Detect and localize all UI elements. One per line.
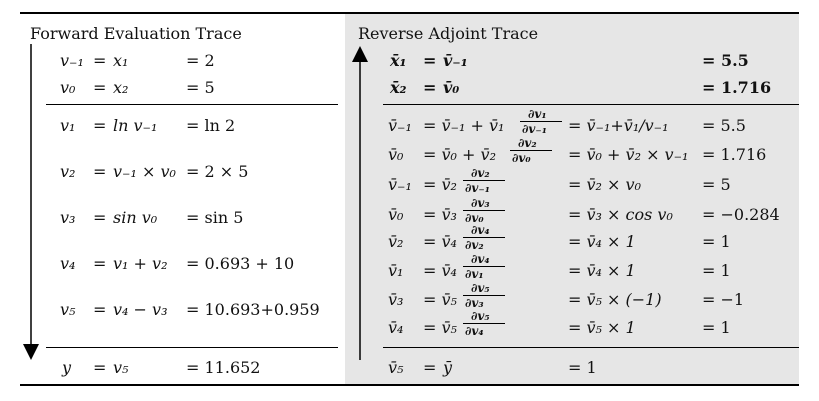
rev-step-calc: = v̄₂ × v₀ [568, 175, 641, 194]
rev-step-val: = 1 [702, 232, 731, 251]
fwd-step-val: = sin 5 [186, 208, 244, 227]
rev-step-partial-denominator: ∂v₂ [465, 238, 484, 252]
fwd-input-op: = [93, 51, 107, 70]
rev-step-lhs: v̄₀ [388, 205, 404, 224]
rev-step-val: = −0.284 [702, 205, 780, 224]
rev-seed-expr: ȳ [443, 358, 453, 377]
fwd-step-val: = ln 2 [186, 116, 236, 135]
fwd-output-expr: v₅ [113, 358, 129, 377]
rev-result-op: = [423, 51, 437, 70]
rev-seed-var: v̄₅ [388, 358, 404, 377]
fwd-step-var: v₃ [60, 208, 76, 227]
rev-step-def: = v̄₃ [423, 205, 457, 224]
reverse-title: Reverse Adjoint Trace [358, 24, 539, 43]
forward-arrow-icon [20, 44, 42, 364]
fwd-input-expr: x₂ [113, 78, 129, 97]
rev-step-partial-denominator: ∂v₄ [465, 324, 484, 338]
fwd-step-val: = 2 × 5 [186, 162, 249, 181]
rev-step-def: = v̄₋₁ + v̄₁ [423, 116, 505, 135]
forward-rule-1 [46, 104, 338, 105]
rev-step-calc: = v̄₄ × 1 [568, 232, 636, 251]
rev-step-partial-numerator: ∂v₁ [528, 107, 547, 121]
rev-step-calc: = v̄₅ × (−1) [568, 290, 662, 309]
fwd-input-val: = 5 [186, 78, 215, 97]
rev-step-def: = v̄₅ [423, 290, 457, 309]
rev-step-partial-denominator: ∂v₁ [465, 267, 484, 281]
fwd-output-var: y [62, 358, 72, 377]
rev-result-expr: v̄₀ [443, 78, 460, 97]
rev-step-calc: = v̄₃ × cos v₀ [568, 205, 673, 224]
rev-step-val: = 5 [702, 175, 731, 194]
fwd-step-expr: v₄ − v₃ [113, 300, 168, 319]
rev-step-val: = 1 [702, 318, 731, 337]
fwd-input-op: = [93, 78, 107, 97]
rev-step-partial-denominator: ∂v₀ [465, 211, 484, 225]
fwd-step-var: v₄ [60, 254, 76, 273]
rev-step-partial-numerator: ∂v₂ [518, 136, 537, 150]
fwd-input-val: = 2 [186, 51, 215, 70]
fwd-step-op: = [93, 208, 107, 227]
bottom-rule [20, 384, 799, 386]
rev-result-val: = 1.716 [702, 78, 772, 97]
rev-step-val: = 5.5 [702, 116, 746, 135]
rev-step-val: = 1.716 [702, 145, 767, 164]
fwd-step-expr: sin v₀ [113, 208, 158, 227]
rev-step-partial-denominator: ∂v₀ [512, 151, 531, 165]
rev-result-var: x̄₂ [390, 78, 407, 97]
rev-step-partial-denominator: ∂v₋₁ [465, 181, 490, 195]
forward-title: Forward Evaluation Trace [30, 24, 242, 43]
rev-step-val: = 1 [702, 261, 731, 280]
fwd-input-var: v₋₁ [60, 51, 84, 70]
fwd-step-expr: ln v₋₁ [113, 116, 158, 135]
rev-step-partial-numerator: ∂v₅ [471, 281, 490, 295]
rev-step-partial-numerator: ∂v₂ [471, 166, 490, 180]
rev-seed-op: = [423, 358, 437, 377]
fwd-output-val: = 11.652 [186, 358, 261, 377]
fwd-step-op: = [93, 162, 107, 181]
rev-step-lhs: v̄₋₁ [388, 116, 412, 135]
rev-step-calc: = v̄₄ × 1 [568, 261, 636, 280]
rev-step-lhs: v̄₋₁ [388, 175, 412, 194]
rev-step-def: = v̄₅ [423, 318, 457, 337]
rev-step-calc: = v̄₀ + v̄₂ × v₋₁ [568, 145, 689, 164]
reverse-rule-2 [383, 347, 799, 348]
rev-result-var: x̄₁ [390, 51, 407, 70]
rev-step-partial-numerator: ∂v₃ [471, 196, 490, 210]
rev-step-def: = v̄₂ [423, 175, 457, 194]
fwd-step-op: = [93, 300, 107, 319]
rev-step-lhs: v̄₃ [388, 290, 404, 309]
rev-step-calc: = v̄₅ × 1 [568, 318, 636, 337]
rev-step-def: = v̄₀ + v̄₂ [423, 145, 496, 164]
rev-result-expr: v̄₋₁ [443, 51, 468, 70]
rev-step-calc: = v̄₋₁+v̄₁/v₋₁ [568, 116, 669, 135]
rev-step-def: = v̄₄ [423, 232, 457, 251]
rev-step-lhs: v̄₂ [388, 232, 404, 251]
forward-rule-2 [46, 347, 338, 348]
fwd-step-op: = [93, 254, 107, 273]
rev-result-val: = 5.5 [702, 51, 749, 70]
fwd-step-op: = [93, 116, 107, 135]
fwd-input-var: v₀ [60, 78, 76, 97]
fwd-step-var: v₅ [60, 300, 76, 319]
reverse-rule-1 [383, 104, 799, 105]
rev-seed-val: = 1 [568, 358, 597, 377]
rev-step-def: = v̄₄ [423, 261, 457, 280]
rev-step-partial-denominator: ∂v₋₁ [522, 122, 547, 136]
rev-step-lhs: v̄₀ [388, 145, 404, 164]
rev-step-partial-numerator: ∂v₄ [471, 252, 490, 266]
rev-step-partial-numerator: ∂v₅ [471, 309, 490, 323]
rev-step-lhs: v̄₁ [388, 261, 404, 280]
rev-step-partial-denominator: ∂v₃ [465, 296, 484, 310]
fwd-input-expr: x₁ [113, 51, 129, 70]
rev-step-partial-numerator: ∂v₄ [471, 223, 490, 237]
fwd-step-var: v₂ [60, 162, 76, 181]
fwd-step-expr: v₋₁ × v₀ [113, 162, 176, 181]
fwd-step-val: = 0.693 + 10 [186, 254, 295, 273]
rev-step-lhs: v̄₄ [388, 318, 404, 337]
top-rule [20, 12, 799, 14]
fwd-step-expr: v₁ + v₂ [113, 254, 168, 273]
rev-result-op: = [423, 78, 437, 97]
reverse-arrow-icon [349, 44, 371, 362]
fwd-output-op: = [93, 358, 107, 377]
rev-step-val: = −1 [702, 290, 745, 309]
fwd-step-val: = 10.693+0.959 [186, 300, 320, 319]
fwd-step-var: v₁ [60, 116, 76, 135]
